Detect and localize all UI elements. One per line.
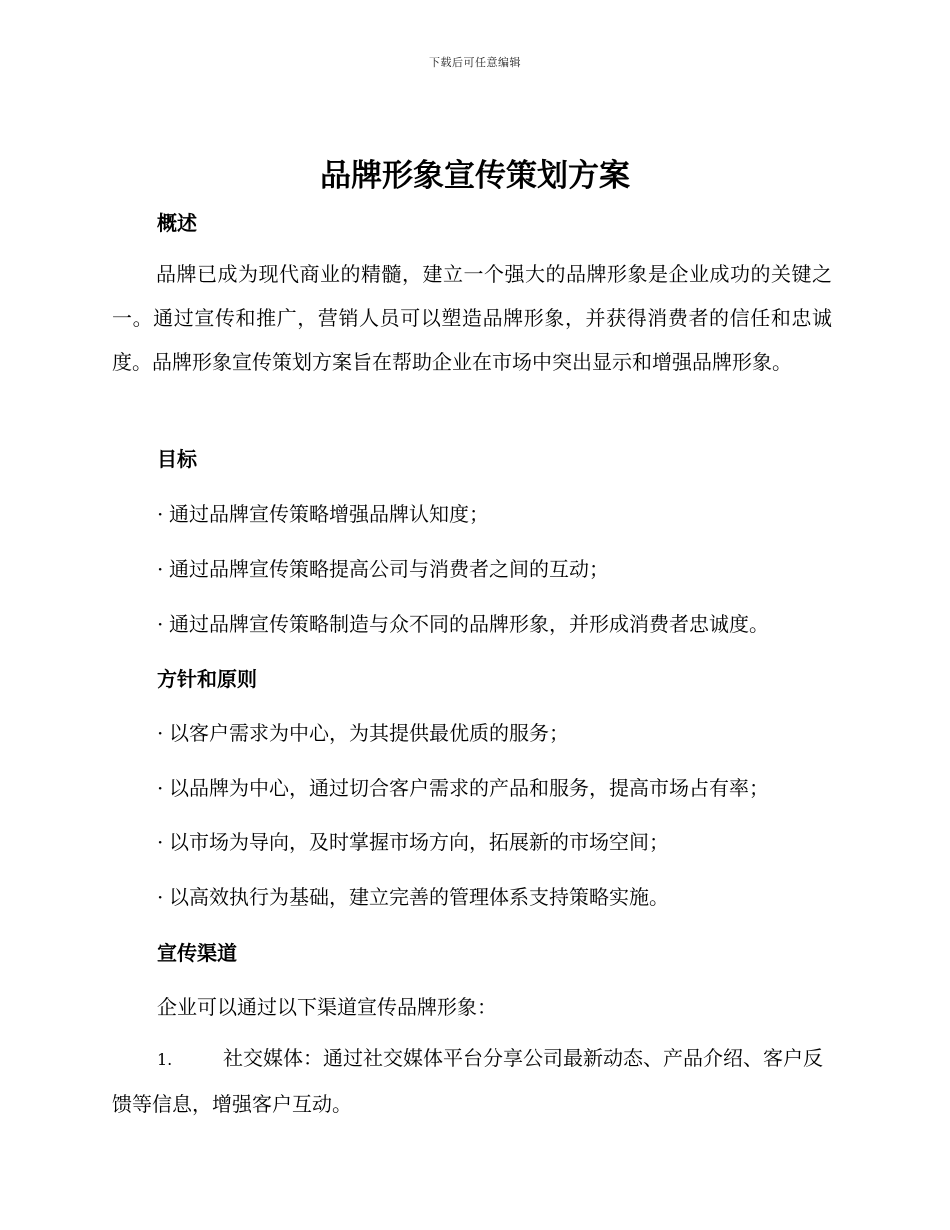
section-heading-channels: 宣传渠道 xyxy=(157,941,237,965)
overview-paragraph: 品牌已成为现代商业的精髓，建立一个强大的品牌形象是企业成功的关键之一。通过宣传和推广，营销人员可以塑造品牌形象，并获得消费者的信任和忠诚度。品牌形象宣传策划方案旨在帮助企业在市场中突出显示和增强品牌形象。 xyxy=(112,262,832,374)
bullet-dot: · xyxy=(157,830,164,854)
document-title: 品牌形象宣传策划方案 xyxy=(320,158,630,194)
principle-item: · 以客户需求为中心，为其提供最优质的服务； xyxy=(157,721,569,745)
list-number: 1. xyxy=(157,1050,173,1069)
bullet-dot: · xyxy=(157,502,164,526)
header-note: 下载后可任意编辑 xyxy=(429,56,521,69)
list-item-text: 社交媒体：通过社交媒体平台分享公司最新动态、产品介绍、客户反馈等信息，增强客户互动。 xyxy=(112,1046,823,1116)
bullet-dot: · xyxy=(157,612,164,636)
bullet-dot: · xyxy=(157,885,164,909)
section-heading-goals: 目标 xyxy=(157,447,197,471)
goal-item: · 通过品牌宣传策略提高公司与消费者之间的互动； xyxy=(157,557,609,581)
principle-item: · 以市场为导向，及时掌握市场方向，拓展新的市场空间； xyxy=(157,830,669,854)
channel-list-item xyxy=(112,1036,832,1126)
principle-item: · 以品牌为中心，通过切合客户需求的产品和服务，提高市场占有率； xyxy=(157,776,769,800)
bullet-dot: · xyxy=(157,557,164,581)
goal-item: · 通过品牌宣传策略制造与众不同的品牌形象，并形成消费者忠诚度。 xyxy=(157,612,769,636)
bullet-dot: · xyxy=(157,721,164,745)
section-heading-principles: 方针和原则 xyxy=(157,667,257,691)
goal-item: · 通过品牌宣传策略增强品牌认知度； xyxy=(157,502,489,526)
principle-item: · 以高效执行为基础，建立完善的管理体系支持策略实施。 xyxy=(157,885,669,909)
section-heading-overview: 概述 xyxy=(157,211,197,235)
bullet-dot: · xyxy=(157,776,164,800)
channels-intro: 企业可以通过以下渠道宣传品牌形象： xyxy=(157,995,497,1019)
